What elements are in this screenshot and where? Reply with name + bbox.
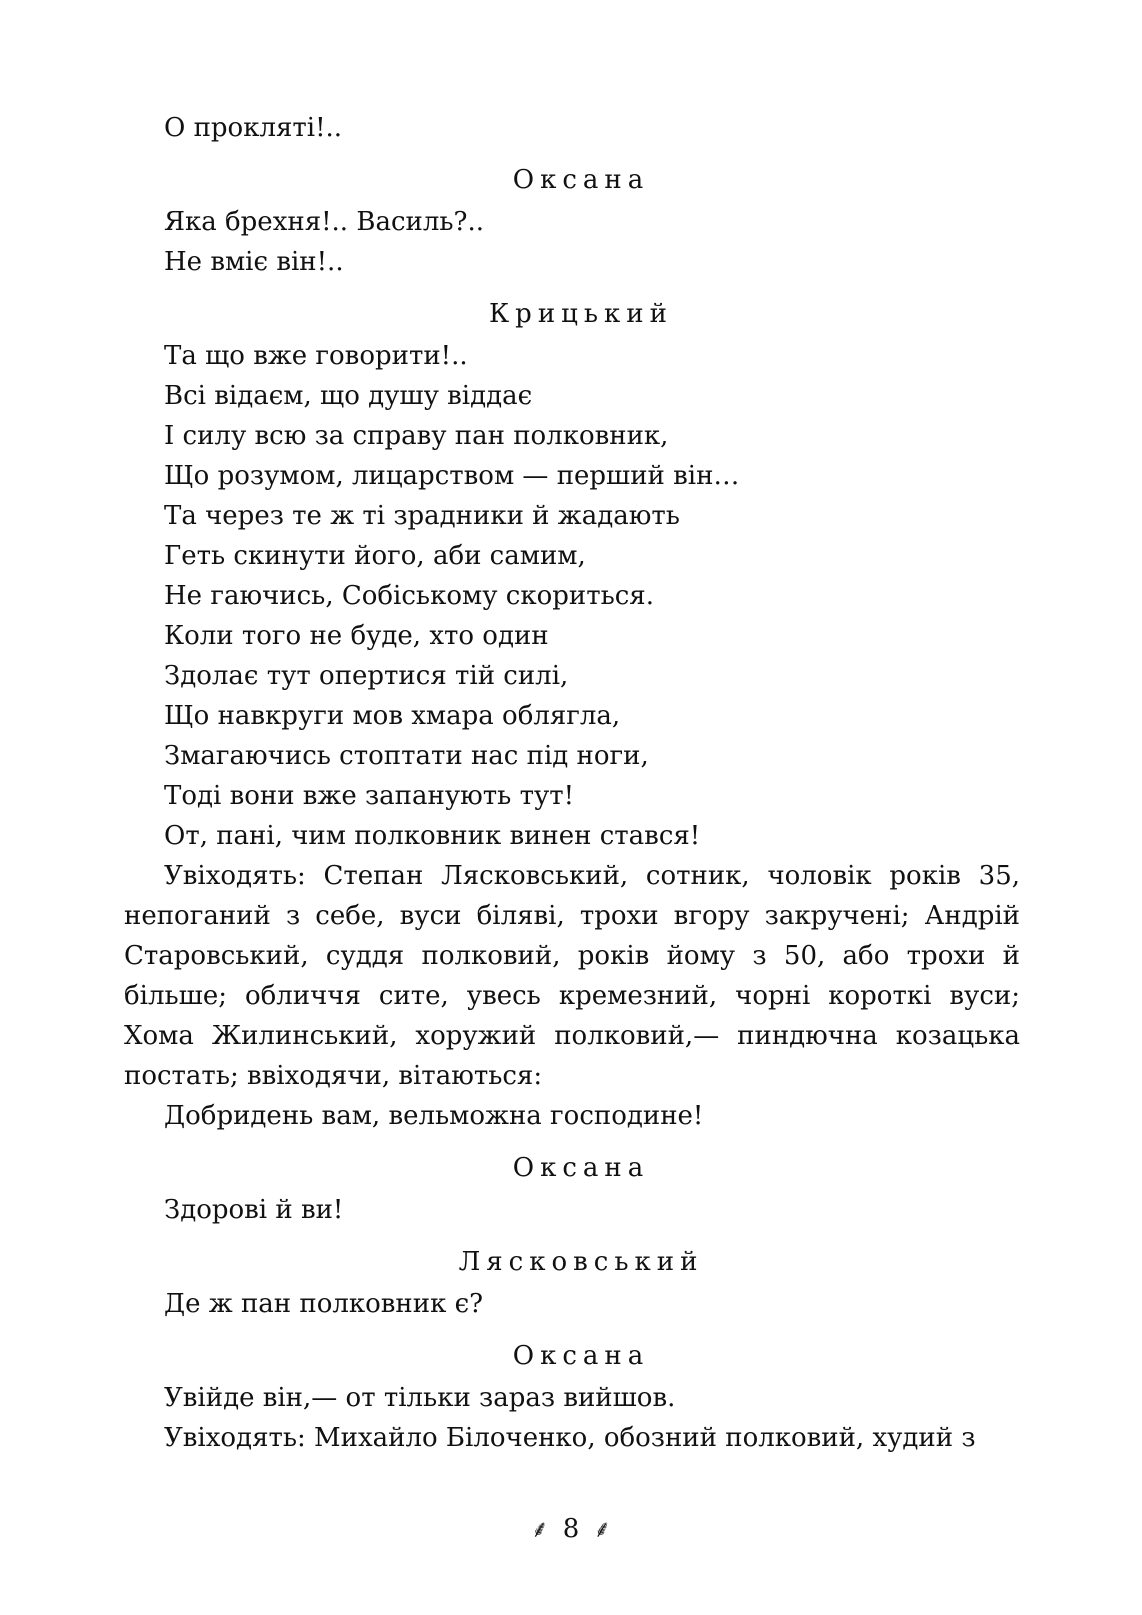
page-number: 8 [562, 1514, 580, 1544]
verse-line: Що навкруги мов хмара облягла, [164, 701, 621, 731]
verse-line: Тоді вони вже запанують тут! [164, 781, 575, 811]
verse-line: Де ж пан полковник є? [164, 1289, 484, 1319]
document-page [124, 108, 1020, 1458]
right-ornament-icon: ⸙ [593, 1515, 612, 1543]
left-ornament-icon: ⸙ [530, 1515, 549, 1543]
stage-direction: Увіходять: Степан Лясковський, сотник, чоловік років 35, непоганий з себе, вуси біляві, трохи вгору закручені; Андрій Старовський, суддя полковий, років йому з 50, або трохи й більше; обличчя сите, увесь кремезний, чорні короткі вуси; Хома Жилинський, хоружий полковий,— пиндючна козацька постать; ввіходячи, вітаються: [124, 861, 1020, 1091]
verse-line: І силу всю за справу пан полковник, [164, 421, 669, 451]
verse-line: Коли того не буде, хто один [164, 621, 549, 651]
verse-line: Геть скинути його, аби самим, [164, 541, 586, 571]
verse-line: Та через те ж ті зрадники й жадають [164, 501, 680, 531]
speaker-name: Оксана [512, 1153, 650, 1183]
verse-line: Не вміє він!.. [164, 247, 344, 277]
speaker-name: Крицький [489, 299, 673, 329]
verse-line: Здолає тут опертися тій силі, [164, 661, 569, 691]
verse-line: Здорові й ви! [164, 1195, 344, 1225]
speaker-name: Оксана [512, 1341, 650, 1371]
verse-line: Та що вже говорити!.. [164, 341, 468, 371]
verse-line: О прокляті!.. [164, 113, 343, 143]
verse-line: Увійде він,— от тільки зараз вийшов. [164, 1383, 676, 1413]
verse-line: Змагаючись стоптати нас під ноги, [164, 741, 649, 771]
verse-line: Яка брехня!.. Василь?.. [164, 207, 484, 237]
speaker-name: Лясковський [458, 1247, 704, 1277]
page-footer [0, 1514, 1142, 1544]
verse-line: Добридень вам, вельможна господине! [164, 1101, 704, 1131]
verse-line: Всі відаєм, що душу віддає [164, 381, 533, 411]
verse-line: Не гаючись, Собіському скориться. [164, 581, 654, 611]
verse-line: Що розумом, лицарством — перший він… [164, 461, 740, 491]
stage-direction: Увіходять: Михайло Білоченко, обозний полковий, худий з [164, 1423, 976, 1453]
speaker-name: Оксана [512, 165, 650, 195]
verse-line: От, пані, чим полковник винен стався! [164, 821, 701, 851]
